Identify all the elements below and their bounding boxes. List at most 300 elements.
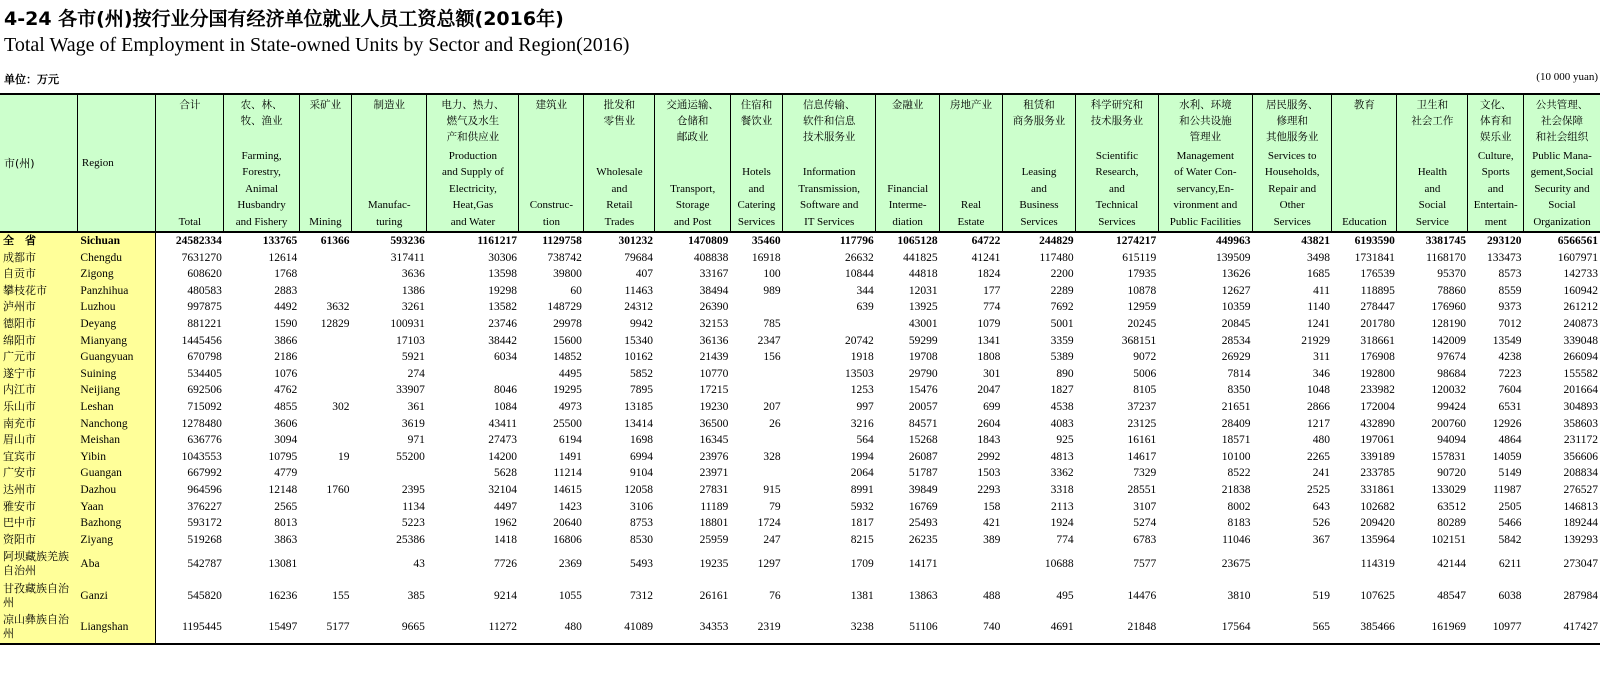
value-cell [299, 283, 351, 300]
value-cell: 13863 [908, 589, 938, 602]
value-cell: 667992 [187, 467, 222, 480]
value-cell: 23675 [1221, 558, 1251, 571]
value-cell: 6566561 [1557, 235, 1598, 247]
value-cell: 339048 [1563, 334, 1598, 347]
value-cell: 4864 [1498, 434, 1522, 447]
table-row [0, 449, 1600, 466]
value-cell: 608620 [187, 268, 222, 281]
value-cell: 157831 [1431, 450, 1466, 463]
value-cell: 16236 [268, 589, 298, 602]
value-cell: 4083 [1050, 417, 1074, 430]
value-cell: 79684 [624, 251, 653, 264]
page-title-cn: 4-24 各市(州)按行业分国有经济单位就业人员工资总额(2016年) [4, 8, 564, 30]
region-cn-cell: 广安市 [0, 465, 77, 482]
value-cell: 1278480 [181, 417, 222, 430]
value-cell: 172004 [1360, 400, 1395, 413]
value-cell: 1129758 [542, 235, 582, 247]
column-header [783, 94, 876, 232]
value-cell: 102151 [1431, 533, 1466, 546]
value-cell: 207 [763, 400, 781, 413]
column-header [1002, 94, 1075, 232]
value-cell: 7223 [1498, 367, 1522, 380]
value-cell: 1824 [977, 268, 1001, 281]
value-cell: 192800 [1360, 367, 1395, 380]
value-cell: 1253 [850, 384, 874, 397]
region-en-cell: Guangyuan [77, 349, 155, 366]
value-cell: 158 [983, 500, 1001, 513]
value-cell: 60 [570, 284, 582, 297]
value-cell: 13549 [1492, 334, 1522, 347]
table-row [0, 299, 1600, 316]
value-cell: 4691 [1002, 611, 1075, 644]
value-cell: 6034 [493, 351, 517, 364]
region-en-cell: Ziyang [77, 532, 155, 549]
value-cell: 17935 [1127, 268, 1157, 281]
column-header [730, 94, 782, 232]
value-cell: 20742 [845, 334, 874, 347]
value-cell: 14615 [553, 483, 582, 496]
value-cell: 7631270 [181, 251, 222, 264]
value-cell: 6783 [1133, 533, 1157, 546]
value-cell: 11046 [1222, 533, 1251, 546]
value-cell: 5389 [1050, 351, 1074, 364]
value-cell: 28409 [1221, 417, 1251, 430]
value-cell: 441825 [903, 251, 938, 264]
column-header [519, 94, 584, 232]
value-cell: 266094 [1563, 351, 1598, 364]
column-header-cn: 水利、环境 和公共设施 管理业 [1179, 99, 1232, 143]
table-row [0, 611, 1600, 644]
value-cell: 636776 [187, 434, 222, 447]
value-cell: 7895 [629, 384, 653, 397]
value-cell: 10844 [845, 268, 874, 281]
column-header [1076, 94, 1159, 232]
value-cell: 41241 [971, 251, 1001, 264]
value-cell: 480 [1312, 434, 1330, 447]
value-cell: 639 [856, 301, 874, 314]
value-cell: 15476 [908, 384, 938, 397]
value-cell: 38442 [488, 334, 517, 347]
value-cell: 19295 [553, 384, 582, 397]
value-cell: 1043553 [181, 450, 222, 463]
value-cell: 19298 [488, 284, 517, 297]
value-cell [299, 416, 351, 433]
column-header-en: Production and Supply of Electricity, Heat,Gas and Water [442, 149, 504, 228]
value-cell: 14059 [1492, 450, 1522, 463]
value-cell: 80289 [1437, 517, 1466, 530]
value-cell: 1274217 [1116, 235, 1157, 247]
value-cell: 5842 [1498, 533, 1522, 546]
value-cell: 4762 [274, 384, 298, 397]
value-cell: 495 [1056, 589, 1074, 602]
value-cell: 7577 [1133, 558, 1157, 571]
column-header-cn: 卫生和 社会工作 [1411, 99, 1454, 127]
value-cell: 14617 [1127, 450, 1157, 463]
value-cell: 10878 [1127, 284, 1157, 297]
value-cell: 12829 [320, 317, 350, 330]
value-cell [1252, 548, 1332, 580]
value-cell: 8183 [1227, 517, 1251, 530]
value-cell: 11272 [427, 611, 519, 644]
column-header-en: Construc- tion [529, 199, 574, 228]
value-cell: 160942 [1563, 284, 1598, 297]
column-header-en: Management of Water Con- servancy,En- vironment and Public Facilities [1169, 149, 1241, 228]
region-en-header: Region [77, 94, 155, 232]
value-cell: 1808 [977, 351, 1001, 364]
value-cell: 6211 [1498, 558, 1522, 571]
value-cell: 13185 [624, 400, 653, 413]
value-cell: 19 [338, 450, 350, 463]
column-header-cn: 合计 [179, 99, 201, 111]
value-cell: 1134 [402, 500, 425, 513]
value-cell: 13582 [488, 301, 517, 314]
value-cell: 10162 [624, 351, 653, 364]
value-cell: 9942 [629, 317, 653, 330]
value-cell: 421 [983, 517, 1001, 530]
value-cell: 287984 [1563, 589, 1598, 602]
page-title-en: Total Wage of Employment in State-owned Units by Sector and Region(2016) [4, 34, 630, 56]
value-cell: 3318 [1050, 483, 1074, 496]
value-cell: 2186 [274, 351, 298, 364]
value-cell: 1709 [850, 558, 874, 571]
value-cell: 26929 [1221, 351, 1251, 364]
region-cn-header: 市(州) [0, 94, 77, 232]
value-cell: 18571 [1221, 434, 1251, 447]
value-cell: 247 [763, 533, 781, 546]
column-header-cn: 租赁和 商务服务业 [1012, 99, 1066, 127]
value-cell: 480583 [187, 284, 222, 297]
value-cell: 311 [1313, 351, 1330, 364]
value-cell: 304893 [1563, 400, 1598, 413]
value-cell: 139293 [1563, 533, 1598, 546]
value-cell: 1827 [1050, 384, 1074, 397]
value-cell: 10100 [1221, 450, 1251, 463]
region-en-cell: Chengdu [77, 250, 155, 267]
value-cell: 1168170 [1426, 251, 1466, 264]
value-cell: 5274 [1133, 517, 1157, 530]
region-en-cell: Deyang [77, 316, 155, 333]
value-cell: 3107 [1133, 500, 1157, 513]
value-cell: 51106 [876, 611, 940, 644]
table-row [0, 349, 1600, 366]
value-cell: 367 [1312, 533, 1330, 546]
value-cell: 9373 [1498, 301, 1522, 314]
value-cell: 133765 [262, 235, 298, 247]
value-cell: 37237 [1127, 400, 1157, 413]
value-cell: 964596 [187, 483, 222, 496]
value-cell: 6194 [558, 434, 582, 447]
value-cell: 2505 [1498, 500, 1522, 513]
value-cell: 8522 [1227, 467, 1251, 480]
value-cell: 407 [635, 268, 653, 281]
region-cn-cell: 攀枝花市 [0, 283, 77, 300]
value-cell: 233982 [1360, 384, 1395, 397]
value-cell: 346 [1312, 367, 1330, 380]
value-cell: 19708 [908, 351, 938, 364]
region-cn-cell: 泸州市 [0, 299, 77, 316]
value-cell: 519268 [187, 533, 222, 546]
value-cell: 8350 [1227, 384, 1251, 397]
value-cell: 526 [1312, 517, 1330, 530]
value-cell: 13598 [488, 268, 517, 281]
column-header-en: Hotels and Catering Services [737, 166, 776, 228]
value-cell: 1590 [274, 317, 298, 330]
column-header [1158, 94, 1252, 232]
column-header [299, 94, 351, 232]
value-cell: 317411 [390, 251, 425, 264]
value-cell: 48547 [1437, 589, 1466, 602]
total-row [0, 232, 1600, 250]
value-cell: 12959 [1127, 301, 1157, 314]
unit-label-en: (10 000 yuan) [1536, 71, 1598, 83]
value-cell: 36136 [699, 334, 729, 347]
column-header-cn: 金融业 [891, 99, 924, 111]
region-cn-cell: 宜宾市 [0, 449, 77, 466]
value-cell [299, 366, 351, 383]
value-cell: 2289 [1050, 284, 1074, 297]
value-cell: 208834 [1563, 467, 1598, 480]
value-cell: 3216 [850, 417, 874, 430]
value-cell: 1140 [1307, 301, 1330, 314]
value-cell: 1241 [1306, 317, 1330, 330]
value-cell: 519 [1312, 589, 1330, 602]
table-row [0, 266, 1600, 283]
table-row [0, 399, 1600, 416]
value-cell: 8105 [1133, 384, 1157, 397]
value-cell: 107625 [1360, 589, 1395, 602]
region-en-cell: Neijiang [77, 382, 155, 399]
value-cell: 774 [1056, 533, 1074, 546]
value-cell: 43001 [908, 317, 938, 330]
value-cell: 3606 [274, 417, 298, 430]
column-header-en: Financial Interme- diation [887, 182, 929, 228]
value-cell: 12926 [1492, 417, 1522, 430]
value-cell: 10977 [1468, 611, 1523, 644]
value-cell: 11214 [553, 467, 582, 480]
region-cn-cell: 资阳市 [0, 532, 77, 549]
value-cell: 376227 [187, 500, 222, 513]
value-cell: 1381 [850, 589, 874, 602]
value-cell: 368151 [1121, 334, 1157, 347]
value-cell: 2565 [274, 500, 298, 513]
value-cell: 331861 [1360, 483, 1395, 496]
column-header [1397, 94, 1468, 232]
value-cell: 5001 [1050, 317, 1074, 330]
value-cell: 2265 [1306, 450, 1330, 463]
value-cell: 13081 [268, 558, 298, 571]
value-cell: 11189 [700, 500, 729, 513]
value-cell: 78860 [1437, 284, 1466, 297]
value-cell [427, 366, 519, 383]
value-cell: 21651 [1221, 400, 1251, 413]
value-cell: 14852 [553, 351, 582, 364]
value-cell [299, 432, 351, 449]
value-cell: 25386 [396, 533, 425, 546]
column-header-cn: 房地产业 [949, 99, 992, 111]
value-cell: 155582 [1563, 367, 1598, 380]
column-header-en: Information Transmission, Software and IT Services [798, 166, 860, 228]
column-header-cn: 住宿和 餐饮业 [740, 99, 773, 127]
value-cell: 61366 [320, 235, 350, 247]
region-cn-cell: 巴中市 [0, 515, 77, 532]
value-cell: 4492 [274, 301, 298, 314]
value-cell: 1994 [850, 450, 874, 463]
region-cn-cell: 甘孜藏族自治州 [0, 580, 77, 612]
value-cell: 2319 [730, 611, 782, 644]
region-en-cell: Panzhihua [77, 283, 155, 300]
value-cell: 39849 [908, 483, 938, 496]
value-cell: 2395 [401, 483, 425, 496]
value-cell: 356606 [1563, 450, 1598, 463]
value-cell: 318661 [1360, 334, 1395, 347]
value-cell: 15600 [553, 334, 582, 347]
value-cell: 7329 [1133, 467, 1157, 480]
value-cell: 2369 [558, 558, 582, 571]
value-cell: 26087 [908, 450, 938, 463]
value-cell: 699 [983, 400, 1001, 413]
value-cell: 28551 [1127, 483, 1157, 496]
value-cell: 99424 [1437, 400, 1466, 413]
table-row [0, 580, 1600, 612]
column-header [940, 94, 1003, 232]
value-cell: 593236 [390, 235, 425, 247]
value-cell: 1470809 [688, 235, 729, 247]
column-header-en: Services to Households, Repair and Other Services [1264, 149, 1320, 228]
value-cell: 5493 [629, 558, 653, 571]
value-cell: 36500 [699, 417, 729, 430]
value-cell: 102682 [1360, 500, 1395, 513]
value-cell: 1607971 [1557, 251, 1598, 264]
region-en-cell: Meishan [77, 432, 155, 449]
value-cell: 43821 [1301, 235, 1330, 247]
value-cell: 1731841 [1354, 251, 1395, 264]
column-header-cn: 公共管理、 社会保障 和社会组织 [1535, 99, 1589, 143]
value-cell: 3106 [629, 500, 653, 513]
value-cell: 15497 [224, 611, 299, 644]
value-cell: 3636 [401, 268, 425, 281]
value-cell: 411 [1313, 284, 1330, 297]
value-cell: 142009 [1431, 334, 1466, 347]
column-header [655, 94, 730, 232]
region-en-cell: Sichuan [77, 232, 155, 250]
region-en-cell: Dazhou [77, 482, 155, 499]
value-cell: 25500 [553, 417, 582, 430]
table-row [0, 250, 1600, 267]
value-cell: 261212 [1563, 301, 1598, 314]
value-cell: 4813 [1050, 450, 1074, 463]
table-row [0, 333, 1600, 350]
value-cell: 12627 [1221, 284, 1251, 297]
value-cell: 33907 [396, 384, 425, 397]
column-header [1332, 94, 1397, 232]
value-cell: 64722 [971, 235, 1001, 247]
value-cell: 1503 [977, 467, 1001, 480]
value-cell: 2992 [977, 450, 1001, 463]
value-cell: 176908 [1360, 351, 1395, 364]
value-cell: 1423 [558, 500, 582, 513]
region-en-cell: Luzhou [77, 299, 155, 316]
table-row [0, 515, 1600, 532]
value-cell: 2293 [977, 483, 1001, 496]
column-header-cn: 居民服务、 修理和 其他服务业 [1265, 99, 1319, 143]
value-cell: 344 [856, 284, 874, 297]
region-cn-cell: 达州市 [0, 482, 77, 499]
value-cell: 20057 [908, 400, 938, 413]
value-cell [940, 548, 1003, 580]
value-cell: 8559 [1498, 284, 1522, 297]
value-cell: 417427 [1523, 611, 1600, 644]
value-cell: 18801 [699, 517, 729, 530]
value-cell: 120032 [1431, 384, 1466, 397]
value-cell: 1685 [1306, 268, 1330, 281]
value-cell: 5466 [1498, 517, 1522, 530]
value-cell: 118895 [1360, 284, 1395, 297]
region-cn-cell: 绵阳市 [0, 333, 77, 350]
value-cell: 3632 [326, 301, 350, 314]
value-cell: 156 [763, 351, 781, 364]
column-header [156, 94, 224, 232]
value-cell: 13925 [908, 301, 938, 314]
column-header-en: Scientific Research, and Technical Services [1095, 149, 1139, 228]
region-en-cell: Yibin [77, 449, 155, 466]
value-cell: 273047 [1563, 558, 1598, 571]
value-cell [730, 299, 782, 316]
value-cell: 8573 [1498, 268, 1522, 281]
value-cell: 23976 [699, 450, 729, 463]
value-cell [299, 548, 351, 580]
value-cell: 1698 [629, 434, 653, 447]
value-cell: 20245 [1127, 317, 1157, 330]
column-header-cn: 教育 [1353, 99, 1375, 111]
value-cell: 3810 [1227, 589, 1251, 602]
value-cell: 13503 [845, 367, 874, 380]
value-cell: 148729 [547, 301, 582, 314]
value-cell: 4538 [1050, 400, 1074, 413]
value-cell: 12148 [268, 483, 298, 496]
value-cell: 21848 [1076, 611, 1159, 644]
value-cell: 7814 [1227, 367, 1251, 380]
value-cell: 997 [856, 400, 874, 413]
value-cell: 890 [1056, 367, 1074, 380]
value-cell: 1055 [558, 589, 582, 602]
value-cell: 15268 [908, 434, 938, 447]
value-cell: 3498 [1306, 251, 1330, 264]
region-cn-cell: 德阳市 [0, 316, 77, 333]
value-cell [730, 465, 782, 482]
value-cell: 7726 [493, 558, 517, 571]
region-cn-cell: 乐山市 [0, 399, 77, 416]
value-cell [299, 266, 351, 283]
value-cell: 385 [407, 589, 425, 602]
unit-label-cn: 单位：万元 [4, 73, 59, 86]
value-cell: 408838 [693, 251, 729, 264]
value-cell: 3619 [401, 417, 425, 430]
column-header-cn: 采矿业 [309, 99, 342, 111]
value-cell: 23971 [699, 467, 729, 480]
value-cell: 3362 [1050, 467, 1074, 480]
value-cell: 95370 [1437, 268, 1466, 281]
table-body [0, 232, 1600, 644]
value-cell: 13626 [1221, 268, 1251, 281]
value-cell: 44818 [908, 268, 938, 281]
region-cn-cell: 凉山彝族自治州 [0, 611, 77, 644]
value-cell: 358603 [1563, 417, 1598, 430]
value-cell: 480 [519, 611, 584, 644]
value-cell: 200760 [1431, 417, 1466, 430]
region-cn-cell: 内江市 [0, 382, 77, 399]
value-cell: 2866 [1306, 400, 1330, 413]
value-cell: 301232 [618, 235, 653, 247]
